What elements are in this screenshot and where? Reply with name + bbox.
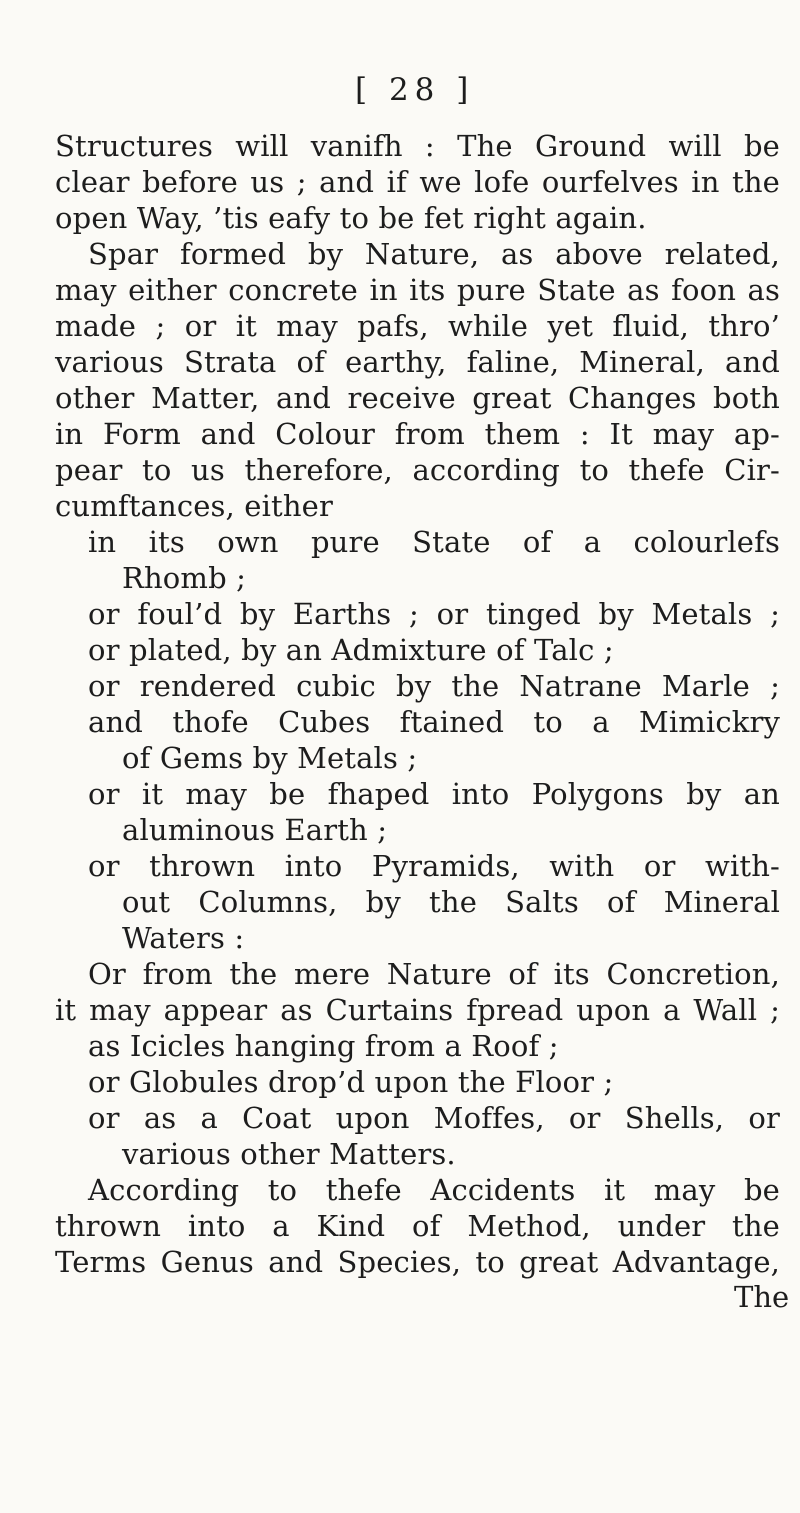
text-line: thrown into a Kind of Method, under the <box>55 1209 780 1243</box>
text-line: out Columns, by the Salts of Mineral <box>122 885 780 919</box>
text-line: According to thefe Accidents it may be <box>88 1173 780 1207</box>
catchword: The <box>734 1280 790 1314</box>
text-line: or rendered cubic by the Natrane Marle ; <box>88 669 780 703</box>
text-line: clear before us ; and if we lofe ourfelves in the <box>55 165 780 199</box>
text-line: or Globules drop’d upon the Floor ; <box>88 1065 614 1099</box>
text-line: Spar formed by Nature, as above related, <box>88 237 780 271</box>
text-line: or thrown into Pyramids, with or with- <box>88 849 780 883</box>
text-line: or it may be fhaped into Polygons by an <box>88 777 780 811</box>
text-line: other Matter, and receive great Changes both <box>55 381 780 415</box>
text-line: pear to us therefore, according to thefe Cir- <box>55 453 780 487</box>
text-line: various Strata of earthy, faline, Mineral, and <box>55 345 780 379</box>
page-number: [ 28 ] <box>355 72 475 108</box>
text-line: Waters : <box>122 921 245 955</box>
text-line: various other Matters. <box>122 1137 456 1171</box>
text-line: cumftances, either <box>55 489 333 523</box>
text-line: made ; or it may pafs, while yet fluid, thro’ <box>55 309 780 343</box>
text-line: or plated, by an Admixture of Talc ; <box>88 633 614 667</box>
text-line: as Icicles hanging from a Roof ; <box>88 1029 559 1063</box>
text-line: of Gems by Metals ; <box>122 741 418 775</box>
text-line: may either concrete in its pure State as foon as <box>55 273 780 307</box>
text-line: and thofe Cubes ftained to a Mimickry <box>88 705 780 739</box>
text-line: in Form and Colour from them : It may ap- <box>55 417 780 451</box>
text-line: it may appear as Curtains fpread upon a Wall ; <box>55 993 780 1027</box>
text-line: Terms Genus and Species, to great Advantage, <box>55 1245 780 1279</box>
text-line: Structures will vanifh : The Ground will be <box>55 129 780 163</box>
text-line: or as a Coat upon Moffes, or Shells, or <box>88 1101 780 1135</box>
text-line: Rhomb ; <box>122 561 247 595</box>
text-line: Or from the mere Nature of its Concretion, <box>88 957 780 991</box>
text-line: aluminous Earth ; <box>122 813 388 847</box>
text-line: in its own pure State of a colourlefs <box>88 525 780 559</box>
text-line: open Way, ’tis eafy to be fet right again. <box>55 201 647 235</box>
text-line: or foul’d by Earths ; or tinged by Metals ; <box>88 597 780 631</box>
